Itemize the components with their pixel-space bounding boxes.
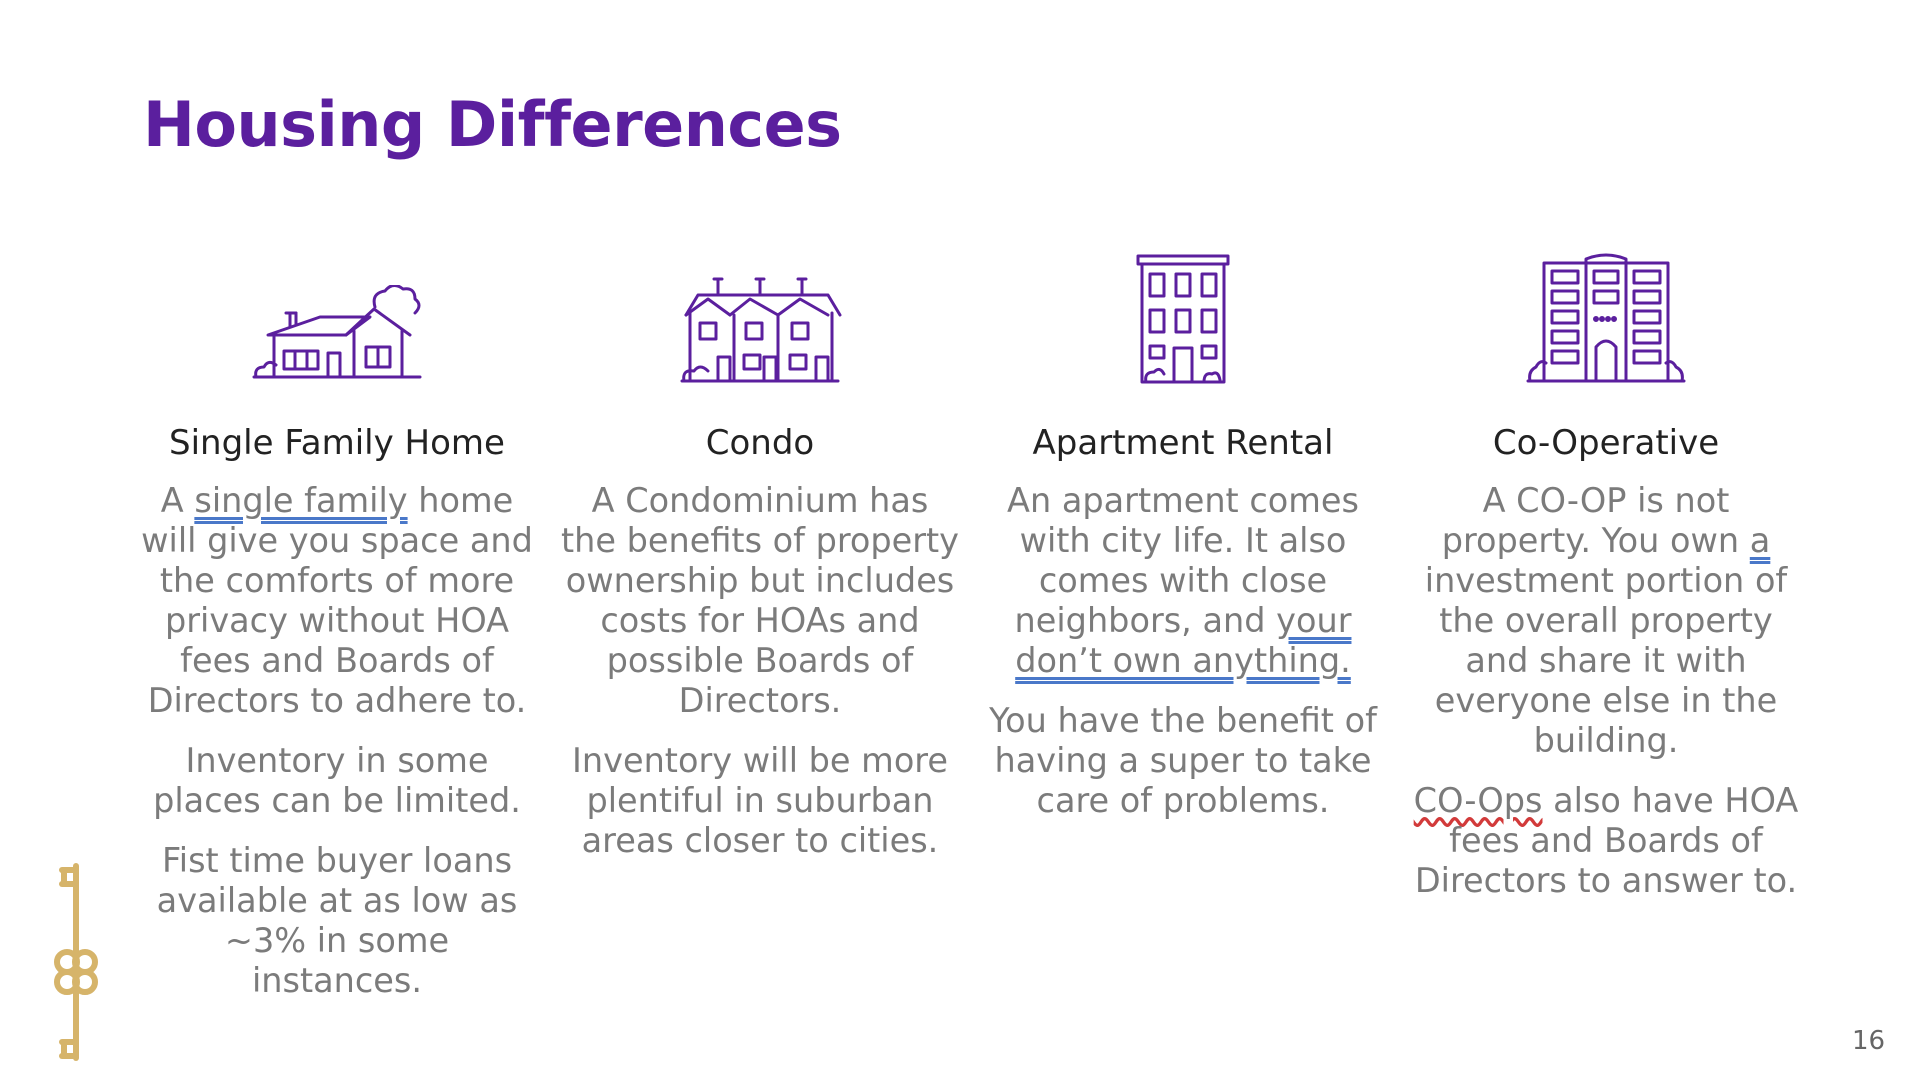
body-paragraph: Inventory will be more plentiful in suburban areas closer to cities. — [572, 741, 948, 860]
gold-key-icon — [52, 862, 102, 1066]
body-paragraph: Fist time buyer loans available at as low as ~3% in some instances. — [156, 841, 518, 1000]
body-paragraph: CO-Ops also have HOA fees and Boards of Directors to answer to. — [1413, 781, 1799, 900]
proofing-underline: your don’t own anything. — [1015, 601, 1352, 680]
body-paragraph: You have the benefit of having a super to take care of problems. — [989, 701, 1377, 820]
column-apartment-rental — [983, 235, 1383, 841]
body-paragraph: A CO-OP is not property. You own a investment portion of the overall property and share it with everyone else in the building. — [1424, 481, 1788, 760]
co-op-building-icon — [1406, 235, 1806, 385]
slide-title: Housing Differences — [143, 88, 842, 161]
column-body — [137, 481, 537, 1001]
column-heading: Apartment Rental — [1032, 423, 1334, 463]
body-paragraph: An apartment comes with city life. It also comes with close neighbors, and your don’t own anything. — [1007, 481, 1359, 680]
proofing-underline: single family — [194, 481, 408, 520]
column-heading: Co-Operative — [1492, 423, 1720, 463]
column-heading: Condo — [705, 423, 815, 463]
proofing-underline: a — [1749, 521, 1771, 560]
body-paragraph: A Condominium has the benefits of property ownership but includes costs for HOAs and possible Boards of Directors. — [560, 481, 960, 720]
body-paragraph: A single family home will give you space and the comforts of more privacy without HOA fees and Boards of Directors to adhere to. — [141, 481, 533, 720]
single-family-house-icon — [137, 235, 537, 385]
column-body — [1406, 481, 1806, 901]
column-single-family — [137, 235, 537, 1021]
body-paragraph: Inventory in some places can be limited. — [153, 741, 521, 820]
column-heading: Single Family Home — [169, 423, 505, 463]
column-co-operative — [1406, 235, 1806, 921]
condo-building-icon — [560, 235, 960, 385]
page-number: 16 — [1852, 1026, 1886, 1056]
apartment-building-icon — [983, 235, 1383, 385]
spelling-underline: CO-Ops — [1413, 781, 1543, 820]
column-body — [983, 481, 1383, 821]
column-condo — [560, 235, 960, 881]
column-body — [560, 481, 960, 861]
